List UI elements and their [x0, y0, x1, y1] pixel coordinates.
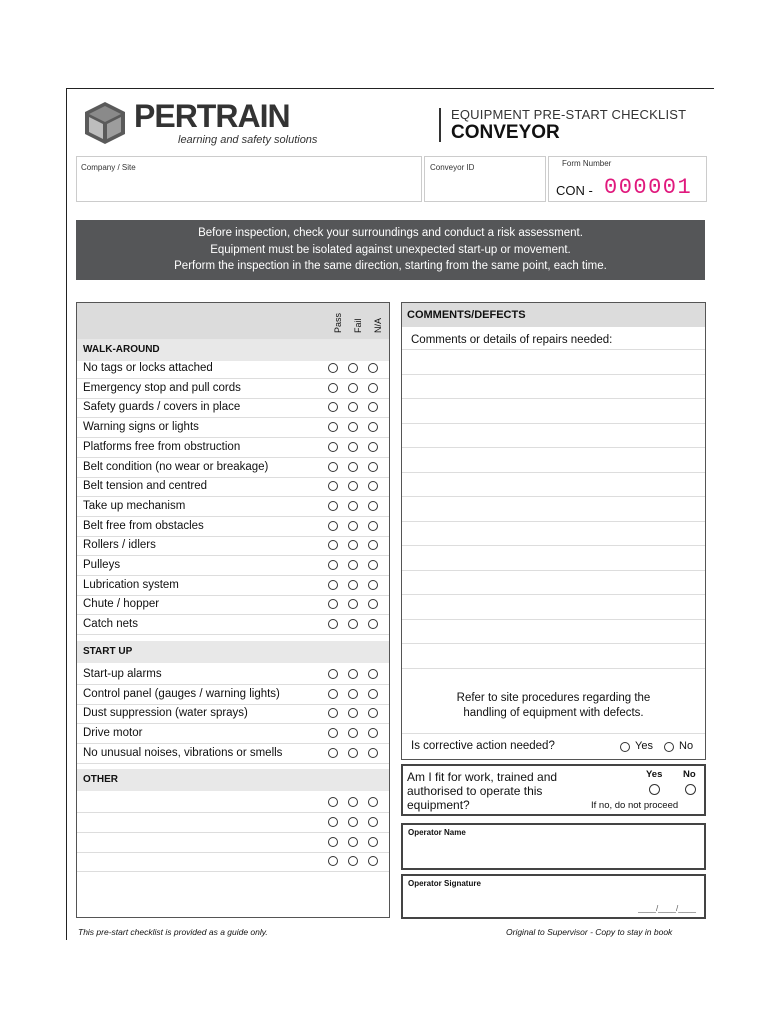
page-border-left — [66, 88, 67, 940]
comment-line[interactable] — [402, 472, 705, 473]
checklist-subtitle: EQUIPMENT PRE-START CHECKLIST — [451, 107, 687, 122]
comments-header — [402, 303, 705, 327]
checklist-item-label: No unusual noises, vibrations or smells — [83, 746, 283, 759]
na-radio[interactable] — [368, 728, 378, 738]
col-pass-label: Pass — [333, 312, 343, 333]
comments-title: COMMENTS/DEFECTS — [407, 309, 526, 321]
comment-line[interactable] — [402, 447, 705, 448]
na-radio[interactable] — [368, 580, 378, 590]
pass-radio[interactable] — [328, 442, 338, 452]
comments-subtitle: Comments or details of repairs needed: — [411, 334, 613, 346]
footer-copy-note: Original to Supervisor - Copy to stay in book — [506, 927, 673, 937]
checklist-header — [77, 303, 389, 339]
fail-radio[interactable] — [348, 422, 358, 432]
page-border-top — [66, 88, 714, 89]
conveyor-id-field[interactable] — [424, 156, 546, 202]
comment-line[interactable] — [402, 619, 705, 620]
corrective-yes-label: Yes — [635, 740, 653, 752]
pass-radio[interactable] — [328, 383, 338, 393]
section-title: WALK-AROUND — [83, 344, 160, 355]
fail-radio[interactable] — [348, 580, 358, 590]
form-number-value: 000001 — [604, 175, 693, 200]
section-header — [77, 641, 389, 663]
checklist-row — [77, 744, 389, 764]
na-radio[interactable] — [368, 708, 378, 718]
section-header — [77, 769, 389, 791]
pass-radio[interactable] — [328, 817, 338, 827]
checklist-row — [77, 852, 389, 872]
na-radio[interactable] — [368, 402, 378, 412]
cube-logo-icon — [82, 100, 128, 146]
comment-line[interactable] — [402, 668, 705, 669]
pass-radio[interactable] — [328, 708, 338, 718]
fail-radio[interactable] — [348, 501, 358, 511]
comment-line[interactable] — [402, 570, 705, 571]
na-radio[interactable] — [368, 748, 378, 758]
comment-line[interactable] — [402, 374, 705, 375]
comment-line[interactable] — [402, 496, 705, 497]
comment-line[interactable] — [402, 521, 705, 522]
checklist-item-label: Dust suppression (water sprays) — [83, 707, 248, 720]
na-radio[interactable] — [368, 521, 378, 531]
checklist-row — [77, 497, 389, 517]
fail-radio[interactable] — [348, 442, 358, 452]
na-radio[interactable] — [368, 817, 378, 827]
fail-radio[interactable] — [348, 462, 358, 472]
checklist-row — [77, 359, 389, 379]
title-divider — [439, 108, 441, 142]
banner-line-1: Before inspection, check your surroundings and conduct a risk assessment. — [198, 227, 583, 239]
checklist-row — [77, 833, 389, 853]
col-na-label: N/A — [373, 317, 383, 333]
checklist-item-label: Belt tension and centred — [83, 480, 208, 493]
checklist-row — [77, 458, 389, 478]
checklist-row — [77, 517, 389, 537]
fail-radio[interactable] — [348, 540, 358, 550]
date-hint: ____/____/____ — [638, 904, 696, 913]
comment-line[interactable] — [402, 398, 705, 399]
checklist-item-label: Belt free from obstacles — [83, 519, 204, 532]
comment-line[interactable] — [402, 349, 705, 350]
checklist-item-label: Warning signs or lights — [83, 421, 199, 434]
refer-line-2: handling of equipment with defects. — [463, 707, 644, 719]
comment-line[interactable] — [402, 545, 705, 546]
pass-radio[interactable] — [328, 402, 338, 412]
corrective-action-row — [402, 733, 705, 760]
refer-procedures-text — [402, 691, 705, 721]
pass-radio[interactable] — [328, 599, 338, 609]
checklist-row — [77, 595, 389, 615]
banner-line-3: Perform the inspection in the same direction, starting from the same point, each time. — [174, 260, 607, 272]
checklist-row — [77, 556, 389, 576]
na-radio[interactable] — [368, 383, 378, 393]
brand-tagline: learning and safety solutions — [178, 134, 318, 146]
checklist-item-label: Start-up alarms — [83, 667, 162, 680]
fail-radio[interactable] — [348, 797, 358, 807]
checklist-row — [77, 793, 389, 813]
pass-radio[interactable] — [328, 797, 338, 807]
na-radio[interactable] — [368, 422, 378, 432]
section-header — [77, 339, 389, 361]
pass-radio[interactable] — [328, 363, 338, 373]
fail-radio[interactable] — [348, 383, 358, 393]
pass-radio[interactable] — [328, 501, 338, 511]
pass-radio[interactable] — [328, 837, 338, 847]
na-radio[interactable] — [368, 619, 378, 629]
pass-radio[interactable] — [328, 748, 338, 758]
footer-disclaimer: This pre-start checklist is provided as a guide only. — [78, 927, 268, 937]
fail-radio[interactable] — [348, 669, 358, 679]
brand-name: PERTRAIN — [134, 98, 290, 134]
na-radio[interactable] — [368, 669, 378, 679]
fail-radio[interactable] — [348, 817, 358, 827]
na-radio[interactable] — [368, 462, 378, 472]
na-radio[interactable] — [368, 689, 378, 699]
checklist-title: CONVEYOR — [451, 122, 560, 143]
checklist-item-label: Rollers / idlers — [83, 539, 156, 552]
fail-radio[interactable] — [348, 481, 358, 491]
pass-radio[interactable] — [328, 856, 338, 866]
na-radio[interactable] — [368, 797, 378, 807]
company-site-label: Company / Site — [81, 163, 136, 172]
col-fail-label: Fail — [353, 318, 363, 333]
fail-radio[interactable] — [348, 748, 358, 758]
na-radio[interactable] — [368, 837, 378, 847]
na-radio[interactable] — [368, 442, 378, 452]
conveyor-id-label: Conveyor ID — [430, 163, 475, 172]
comment-line[interactable] — [402, 423, 705, 424]
na-radio[interactable] — [368, 363, 378, 373]
brand-logo — [82, 100, 342, 148]
fit-no-label: No — [683, 769, 696, 780]
comments-defects-panel — [401, 302, 706, 760]
pass-radio[interactable] — [328, 422, 338, 432]
corrective-no-label: No — [679, 740, 694, 752]
fail-radio[interactable] — [348, 363, 358, 373]
safety-banner — [76, 220, 705, 280]
comment-line[interactable] — [402, 643, 705, 644]
checklist-row — [77, 438, 389, 458]
fail-radio[interactable] — [348, 560, 358, 570]
operator-signature-field[interactable] — [401, 874, 706, 919]
checklist-item-label: Safety guards / covers in place — [83, 401, 241, 414]
pass-radio[interactable] — [328, 619, 338, 629]
pass-radio[interactable] — [328, 521, 338, 531]
fail-radio[interactable] — [348, 708, 358, 718]
form-number-prefix: CON - — [556, 183, 593, 198]
fit-yes-label: Yes — [646, 769, 663, 780]
checklist-row — [77, 576, 389, 596]
fit-for-work-box — [401, 764, 706, 816]
na-radio[interactable] — [368, 599, 378, 609]
pass-radio[interactable] — [328, 689, 338, 699]
comment-line[interactable] — [402, 594, 705, 595]
checklist-item-label: Drive motor — [83, 726, 143, 739]
checklist-item-label: Belt condition (no wear or breakage) — [83, 460, 269, 473]
checklist-item-label: No tags or locks attached — [83, 362, 213, 374]
checklist-row — [77, 536, 389, 556]
na-radio[interactable] — [368, 560, 378, 570]
checklist-row — [77, 615, 389, 635]
checklist-row — [77, 685, 389, 705]
checklist-item-label: Platforms free from obstruction — [83, 440, 241, 453]
checklist-item-label: Lubrication system — [83, 578, 179, 591]
checklist-row — [77, 418, 389, 438]
fail-radio[interactable] — [348, 619, 358, 629]
checklist-row — [77, 704, 389, 724]
fail-radio[interactable] — [348, 837, 358, 847]
checklist-row — [77, 379, 389, 399]
checklist-row — [77, 398, 389, 418]
company-site-field[interactable] — [76, 156, 422, 202]
banner-line-2: Equipment must be isolated against unexpected start-up or movement. — [210, 243, 571, 256]
checklist-item-label: Take up mechanism — [83, 499, 186, 512]
pass-radio[interactable] — [328, 560, 338, 570]
pass-radio[interactable] — [328, 481, 338, 491]
section-title: OTHER — [83, 774, 118, 786]
fail-radio[interactable] — [348, 599, 358, 609]
checklist-row — [77, 665, 389, 685]
operator-signature-label: Operator Signature — [408, 879, 481, 888]
checklist-item-label: Chute / hopper — [83, 598, 160, 611]
checklist-row — [77, 724, 389, 744]
checklist-row — [77, 813, 389, 833]
checklist-item-label: Emergency stop and pull cords — [83, 381, 241, 394]
fit-note: If no, do not proceed — [591, 800, 679, 811]
fit-for-work-question: Am I fit for work, trained and authorised to operate this equipment? — [407, 770, 558, 812]
pass-radio[interactable] — [328, 580, 338, 590]
operator-name-field[interactable] — [401, 823, 706, 870]
na-radio[interactable] — [368, 856, 378, 866]
fail-radio[interactable] — [348, 856, 358, 866]
corrective-no-radio[interactable] — [664, 742, 674, 752]
pass-radio[interactable] — [328, 728, 338, 738]
pass-radio[interactable] — [328, 462, 338, 472]
na-radio[interactable] — [368, 540, 378, 550]
pass-radio[interactable] — [328, 669, 338, 679]
inspection-checklist — [76, 302, 390, 918]
operator-name-label: Operator Name — [408, 828, 466, 837]
fit-yes-radio[interactable] — [649, 784, 660, 795]
refer-line-1: Refer to site procedures regarding the — [456, 692, 651, 704]
checklist-item-label: Catch nets — [83, 618, 138, 631]
fail-radio[interactable] — [348, 402, 358, 412]
fit-no-radio[interactable] — [685, 784, 696, 795]
na-radio[interactable] — [368, 481, 378, 491]
checklist-row — [77, 477, 389, 497]
pass-radio[interactable] — [328, 540, 338, 550]
corrective-action-question: Is corrective action needed? — [411, 740, 555, 752]
na-radio[interactable] — [368, 501, 378, 511]
fail-radio[interactable] — [348, 689, 358, 699]
form-number-label: Form Number — [562, 159, 612, 168]
fail-radio[interactable] — [348, 521, 358, 531]
checklist-item-label: Control panel (gauges / warning lights) — [83, 687, 280, 700]
fail-radio[interactable] — [348, 728, 358, 738]
corrective-yes-radio[interactable] — [620, 742, 630, 752]
checklist-item-label: Pulleys — [83, 559, 121, 571]
section-title: START UP — [83, 645, 133, 657]
